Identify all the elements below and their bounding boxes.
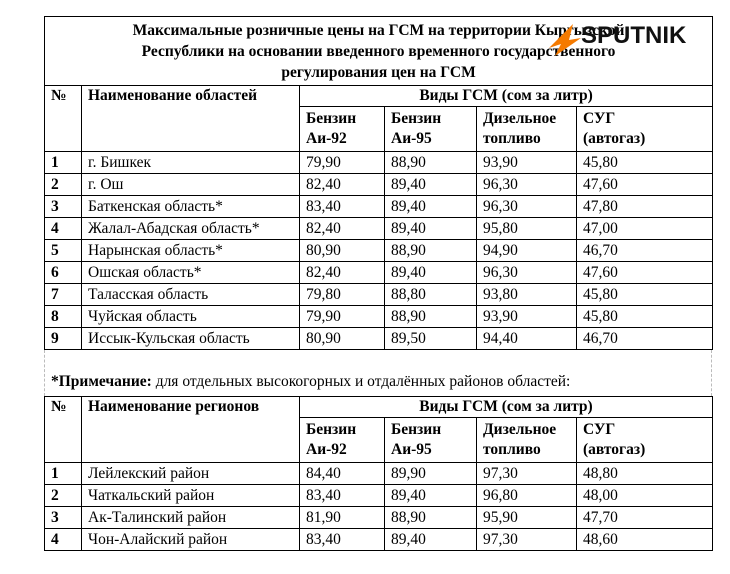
price-ai95: 89,40 — [385, 485, 477, 507]
price-lpg: 48,00 — [577, 485, 713, 507]
price-lpg: 48,60 — [577, 529, 713, 551]
price-lpg: 46,70 — [577, 240, 713, 262]
row-name: Баткенская область* — [82, 196, 300, 218]
header-lpg-2: СУГ (автогаз) — [577, 418, 713, 463]
row-name: Иссык-Кульская область — [82, 328, 300, 350]
row-number: 6 — [45, 262, 82, 284]
price-ai95: 88,90 — [385, 152, 477, 174]
price-diesel: 97,30 — [477, 463, 577, 485]
header-lpg: СУГ (автогаз) — [577, 107, 713, 152]
row-number: 2 — [45, 485, 82, 507]
table-row — [45, 152, 713, 174]
table-row — [45, 196, 713, 218]
row-name: Жалал-Абадская область* — [82, 218, 300, 240]
logo-text: SPUTNIK — [581, 22, 687, 49]
table-row — [45, 240, 713, 262]
row-name: Таласская область — [82, 284, 300, 306]
header-ai92: Бензин Аи-92 — [300, 107, 385, 152]
price-ai95: 89,40 — [385, 196, 477, 218]
price-diesel: 94,90 — [477, 240, 577, 262]
table-row — [45, 328, 713, 350]
price-lpg: 48,80 — [577, 463, 713, 485]
row-number: 5 — [45, 240, 82, 262]
header-district-name: Наименование регионов — [82, 397, 300, 463]
header-ai95: Бензин Аи-95 — [385, 107, 477, 152]
header-fuel-types-2: Виды ГСМ (сом за литр) — [300, 397, 713, 418]
price-diesel: 96,30 — [477, 196, 577, 218]
table-row — [45, 485, 713, 507]
price-ai92: 83,40 — [300, 196, 385, 218]
row-number: 3 — [45, 196, 82, 218]
note-text: для отдельных высокогорных и отдалённых районов областей: — [151, 373, 571, 390]
price-diesel: 97,30 — [477, 529, 577, 551]
title-line-2: Республики на основании введенного временного государственного — [141, 43, 616, 60]
header-number: № — [45, 86, 82, 152]
price-ai92: 79,90 — [300, 152, 385, 174]
row-number: 4 — [45, 529, 82, 551]
price-ai92: 79,80 — [300, 284, 385, 306]
note-label: *Примечание: — [51, 373, 152, 390]
price-diesel: 95,80 — [477, 218, 577, 240]
price-ai92: 83,40 — [300, 485, 385, 507]
price-ai95: 88,90 — [385, 507, 477, 529]
price-lpg: 47,80 — [577, 196, 713, 218]
price-ai95: 89,40 — [385, 218, 477, 240]
districts-price-table — [44, 396, 713, 551]
table-row — [45, 507, 713, 529]
table-row — [45, 284, 713, 306]
header-ai92-2: Бензин Аи-92 — [300, 418, 385, 463]
row-name: Чуйская область — [82, 306, 300, 328]
table-row — [45, 174, 713, 196]
table-row — [45, 218, 713, 240]
row-name: Чаткальский район — [82, 485, 300, 507]
title-line-3: регулирования цен на ГСМ — [281, 64, 476, 81]
price-lpg: 47,60 — [577, 262, 713, 284]
price-ai95: 89,50 — [385, 328, 477, 350]
row-number: 7 — [45, 284, 82, 306]
price-lpg: 45,80 — [577, 284, 713, 306]
price-ai92: 82,40 — [300, 262, 385, 284]
table-row — [45, 529, 713, 551]
price-ai95: 88,80 — [385, 284, 477, 306]
price-document — [44, 16, 712, 551]
price-ai95: 88,90 — [385, 240, 477, 262]
price-ai92: 82,40 — [300, 218, 385, 240]
regions-price-table — [44, 16, 713, 350]
row-name: г. Бишкек — [82, 152, 300, 174]
row-name: г. Ош — [82, 174, 300, 196]
header-number-2: № — [45, 397, 82, 463]
header-fuel-types: Виды ГСМ (сом за литр) — [300, 86, 713, 107]
header-region-name: Наименование областей — [82, 86, 300, 152]
header-diesel-2: Дизельное топливо — [477, 418, 577, 463]
row-name: Ошская область* — [82, 262, 300, 284]
row-name: Лейлекский район — [82, 463, 300, 485]
price-lpg: 45,80 — [577, 306, 713, 328]
price-lpg: 47,60 — [577, 174, 713, 196]
price-diesel: 94,40 — [477, 328, 577, 350]
price-ai92: 82,40 — [300, 174, 385, 196]
header-ai95-2: Бензин Аи-95 — [385, 418, 477, 463]
header-diesel: Дизельное топливо — [477, 107, 577, 152]
row-number: 2 — [45, 174, 82, 196]
price-ai95: 89,40 — [385, 262, 477, 284]
price-lpg: 47,70 — [577, 507, 713, 529]
price-diesel: 93,90 — [477, 152, 577, 174]
price-diesel: 96,30 — [477, 174, 577, 196]
price-ai92: 83,40 — [300, 529, 385, 551]
table-row — [45, 262, 713, 284]
price-ai95: 88,90 — [385, 306, 477, 328]
row-name: Чон-Алайский район — [82, 529, 300, 551]
table-row — [45, 306, 713, 328]
price-ai95: 89,40 — [385, 529, 477, 551]
sputnik-arrow-icon — [545, 18, 585, 58]
price-diesel: 96,80 — [477, 485, 577, 507]
price-diesel: 96,30 — [477, 262, 577, 284]
price-lpg: 46,70 — [577, 328, 713, 350]
row-number: 8 — [45, 306, 82, 328]
table-row — [45, 463, 713, 485]
row-number: 3 — [45, 507, 82, 529]
price-ai92: 79,90 — [300, 306, 385, 328]
row-number: 4 — [45, 218, 82, 240]
price-diesel: 95,90 — [477, 507, 577, 529]
title-line-1: Максимальные розничные цены на ГСМ на территории Кыргызской — [132, 22, 625, 39]
note-section — [44, 350, 712, 396]
row-name: Ак-Талинский район — [82, 507, 300, 529]
row-number: 1 — [45, 152, 82, 174]
row-number: 1 — [45, 463, 82, 485]
price-ai95: 89,40 — [385, 174, 477, 196]
price-ai95: 89,90 — [385, 463, 477, 485]
price-ai92: 84,40 — [300, 463, 385, 485]
note-line — [51, 373, 570, 391]
row-number: 9 — [45, 328, 82, 350]
price-ai92: 81,90 — [300, 507, 385, 529]
sputnik-logo — [545, 18, 715, 58]
row-name: Нарынская область* — [82, 240, 300, 262]
price-diesel: 93,90 — [477, 306, 577, 328]
price-ai92: 80,90 — [300, 240, 385, 262]
price-ai92: 80,90 — [300, 328, 385, 350]
price-lpg: 47,00 — [577, 218, 713, 240]
price-lpg: 45,80 — [577, 152, 713, 174]
price-diesel: 93,80 — [477, 284, 577, 306]
